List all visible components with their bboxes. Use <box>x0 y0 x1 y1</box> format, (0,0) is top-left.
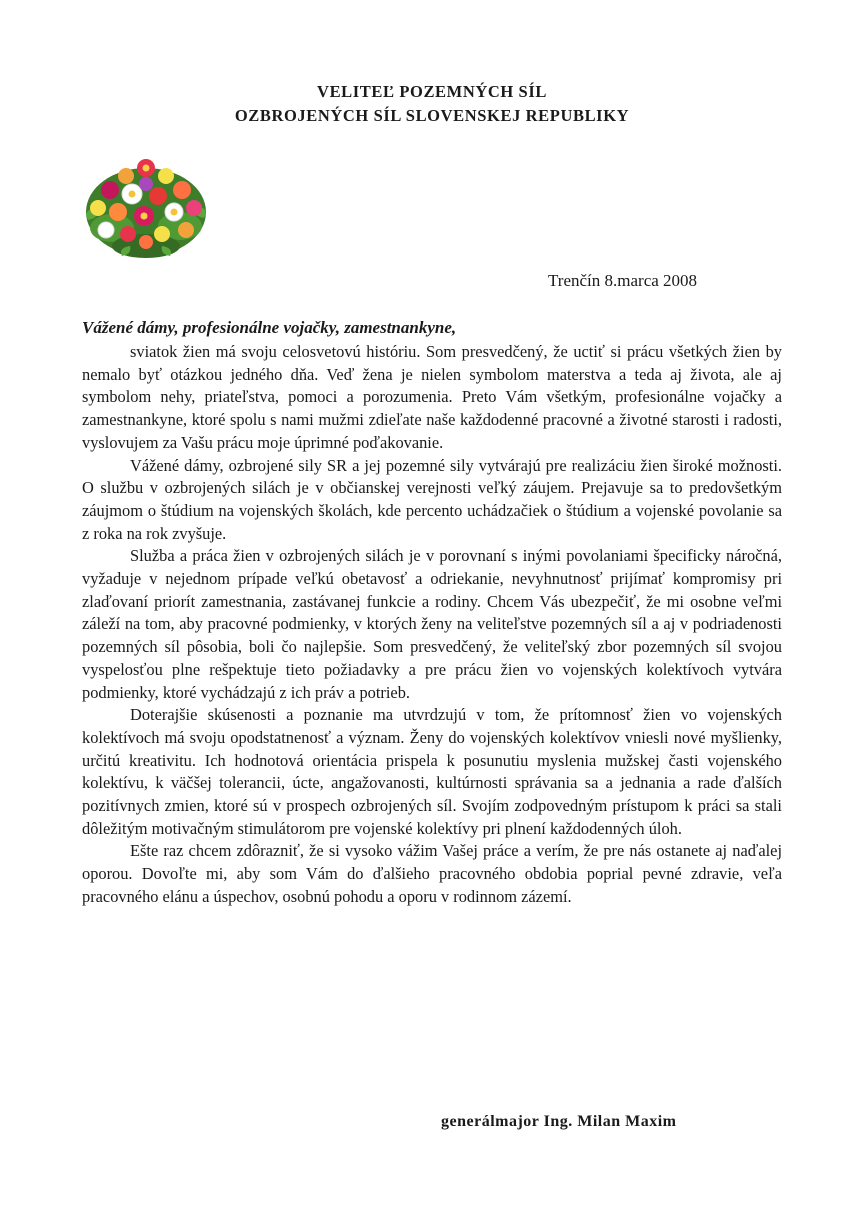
paragraph-3: Služba a práca žien v ozbrojených silách je v porovnaní s inými povolaniami špecificky náročná, vyžaduje v nejednom prípade veľkú obetavosť a odriekanie, nevyhnutnosť prijímať kompromisy pri zlaďovaní priorít zamestnania, zastávanej funkcie a rodiny. Chcem Vás ubezpečiť, že mi osobne veľmi záleží na tom, aby pracovné podmienky, v ktorých ženy na veliteľstve pozemných síl a aj v podriadenosti pozemných síl pôsobia, boli čo najlepšie. Som presvedčený, že veliteľský zbor pozemných síl svojou vyspelosťou plne rešpektuje tieto požiadavky a pre prácu žien vo vojenských kolektívoch vytvára podmienky, ktoré vychádzajú z ich práv a potrieb. <box>82 546 782 702</box>
salutation: Vážené dámy, profesionálne vojačky, zamestnankyne, <box>82 318 457 337</box>
header-line-2: OZBROJENÝCH SÍL SLOVENSKEJ REPUBLIKY <box>234 106 630 125</box>
paragraph-2: Vážené dámy, ozbrojené sily SR a jej pozemné sily vytvárajú pre realizáciu žien široké možnosti. O službu v ozbrojených silách je v občianskej verejnosti veľký záujem. Prejavuje sa to predovšetkým záujmom o štúdium na vojenských školách, kde percento uchádzačiek o štúdium a vojenské povolanie sa z roka na rok zvyšuje. <box>82 455 782 543</box>
flower-bouquet-icon <box>82 150 210 262</box>
paragraph-4: Doterajšie skúsenosti a poznanie ma utvrdzujú v tom, že prítomnosť žien vo vojenských kolektívoch má svoju opodstatnenosť a význam. Ženy do vojenských kolektívov vniesli nové myšlienky, určitú kreativitu. Ich hodnotová orientácia prispela k posunutiu myslenia mužskej časti vojenského kolektívu, k väčšej tolerancii, úcte, angažovanosti, kultúrnosti správania sa a jednania a rade ďalších pozitívnych zmien, ktoré sú v prospech ozbrojených síl. Svojím zodpovedným prístupom k práci sa stali dôležitým motivačným stimulátorom pre vojenské kolektívy pri plnení každodenných úloh. <box>82 705 782 838</box>
date-line: Trenčín 8.marca 2008 <box>548 271 698 290</box>
paragraph-1: sviatok žien má svoju celosvetovú históriu. Som presvedčený, že uctiť si prácu všetkých žien by nemalo byť otázkou jedného dňa. Veď žena je nielen symbolom materstva a teda aj života, ale aj symbolom nehy, priateľstva, pomoci a porozumenia. Preto Vám všetkým, profesionálne vojačky a zamestnankyne, ktoré spolu s nami mužmi zdieľate naše každodenné pracovné a životné starosti i radosti, vyslovujem za Vašu prácu moje úprimné poďakovanie. <box>82 342 782 452</box>
signature: generálmajor Ing. Milan Maxim <box>441 1113 677 1130</box>
letter-header <box>0 80 864 128</box>
header-line-1: VELITEĽ POZEMNÝCH SÍL <box>317 82 547 101</box>
letter-body <box>82 341 782 909</box>
paragraph-5: Ešte raz chcem zdôrazniť, že si vysoko vážim Vašej práce a verím, že pre nás ostanete aj naďalej oporou. Dovoľte mi, aby som Vám do ďalšieho pracovného obdobia poprial pevné zdravie, veľa pracovného elánu a úspechov, osobnú pohodu a oporu v rodinnom zázemí. <box>82 841 782 906</box>
